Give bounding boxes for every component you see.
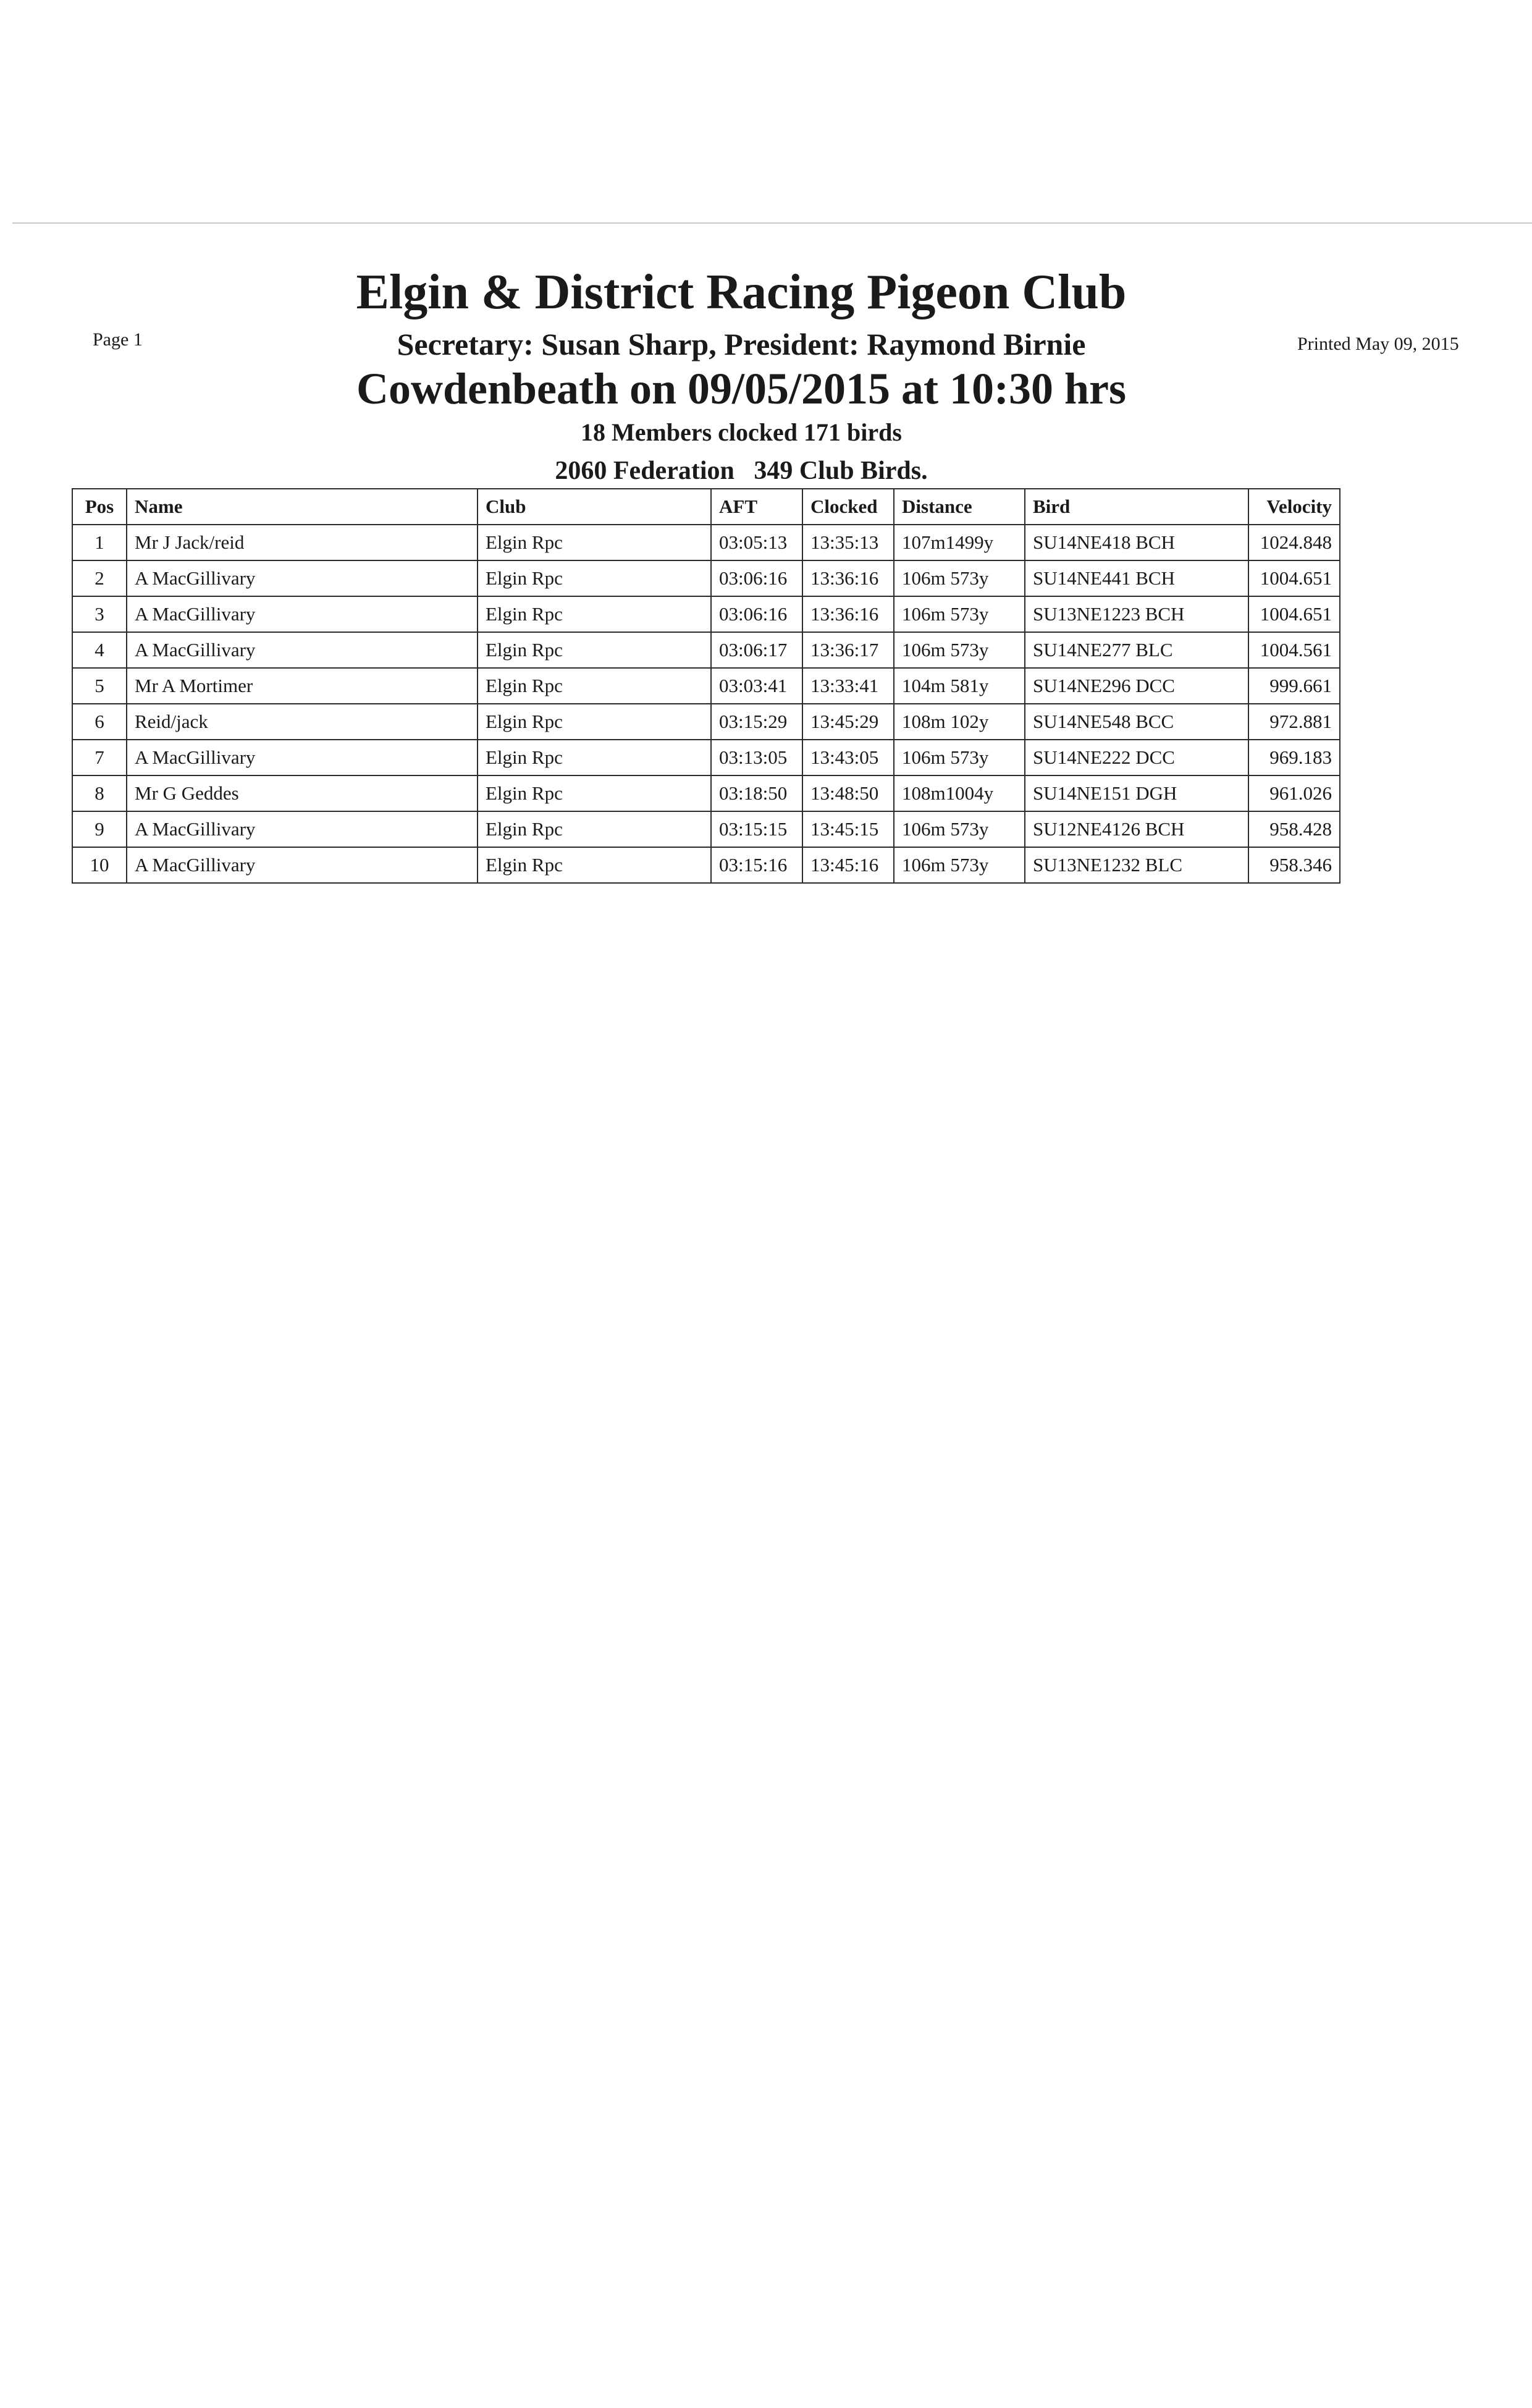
members-summary: 18 Members clocked 171 birds (581, 418, 902, 446)
cell-aft: 03:18:50 (711, 775, 802, 811)
cell-distance: 106m 573y (894, 740, 1025, 775)
cell-pos: 2 (72, 560, 127, 596)
cell-aft: 03:06:16 (711, 560, 802, 596)
cell-clocked: 13:45:16 (802, 847, 894, 883)
table-row (72, 560, 1340, 596)
col-header-pos: Pos (72, 489, 127, 525)
cell-name: A MacGillivary (127, 811, 478, 847)
cell-bird: SU13NE1223 BCH (1025, 596, 1248, 632)
cell-pos: 7 (72, 740, 127, 775)
cell-club: Elgin Rpc (478, 847, 711, 883)
cell-distance: 106m 573y (894, 847, 1025, 883)
scan-top-rule (12, 222, 1532, 224)
cell-club: Elgin Rpc (478, 632, 711, 668)
cell-name: A MacGillivary (127, 847, 478, 883)
club-title: Elgin & District Racing Pigeon Club (356, 265, 1127, 319)
cell-velocity: 969.183 (1248, 740, 1340, 775)
cell-bird: SU14NE277 BLC (1025, 632, 1248, 668)
table-row (72, 632, 1340, 668)
cell-name: Reid/jack (127, 704, 478, 740)
cell-velocity: 961.026 (1248, 775, 1340, 811)
table-header-row (72, 489, 1340, 525)
race-heading: Cowdenbeath on 09/05/2015 at 10:30 hrs (356, 364, 1127, 413)
cell-velocity: 1024.848 (1248, 525, 1340, 560)
cell-distance: 106m 573y (894, 596, 1025, 632)
table-row (72, 847, 1340, 883)
table-row (72, 525, 1340, 560)
cell-bird: SU14NE548 BCC (1025, 704, 1248, 740)
table-row (72, 668, 1340, 704)
cell-name: A MacGillivary (127, 740, 478, 775)
cell-pos: 4 (72, 632, 127, 668)
cell-clocked: 13:36:16 (802, 596, 894, 632)
col-header-aft: AFT (711, 489, 802, 525)
cell-aft: 03:03:41 (711, 668, 802, 704)
cell-bird: SU12NE4126 BCH (1025, 811, 1248, 847)
cell-club: Elgin Rpc (478, 704, 711, 740)
cell-velocity: 958.346 (1248, 847, 1340, 883)
col-header-bird: Bird (1025, 489, 1248, 525)
cell-velocity: 999.661 (1248, 668, 1340, 704)
col-header-clocked: Clocked (802, 489, 894, 525)
cell-club: Elgin Rpc (478, 668, 711, 704)
table-row (72, 740, 1340, 775)
cell-distance: 107m1499y (894, 525, 1025, 560)
cell-aft: 03:13:05 (711, 740, 802, 775)
cell-distance: 108m1004y (894, 775, 1025, 811)
results-table (72, 488, 1340, 884)
cell-velocity: 1004.651 (1248, 596, 1340, 632)
cell-clocked: 13:43:05 (802, 740, 894, 775)
page-number: Page 1 (93, 329, 143, 350)
cell-club: Elgin Rpc (478, 740, 711, 775)
cell-pos: 5 (72, 668, 127, 704)
cell-velocity: 1004.651 (1248, 560, 1340, 596)
cell-aft: 03:06:16 (711, 596, 802, 632)
results-body (72, 525, 1340, 883)
table-row (72, 775, 1340, 811)
cell-club: Elgin Rpc (478, 775, 711, 811)
birds-summary: 2060 Federation 349 Club Birds. (555, 457, 928, 485)
col-header-name: Name (127, 489, 478, 525)
cell-name: Mr A Mortimer (127, 668, 478, 704)
club-officers: Secretary: Susan Sharp, President: Raymond Birnie (397, 327, 1086, 361)
cell-aft: 03:15:15 (711, 811, 802, 847)
cell-distance: 104m 581y (894, 668, 1025, 704)
table-row (72, 596, 1340, 632)
table-row (72, 704, 1340, 740)
cell-aft: 03:06:17 (711, 632, 802, 668)
cell-pos: 6 (72, 704, 127, 740)
cell-name: Mr G Geddes (127, 775, 478, 811)
cell-distance: 108m 102y (894, 704, 1025, 740)
cell-bird: SU14NE222 DCC (1025, 740, 1248, 775)
cell-pos: 3 (72, 596, 127, 632)
cell-aft: 03:15:16 (711, 847, 802, 883)
cell-velocity: 972.881 (1248, 704, 1340, 740)
cell-aft: 03:15:29 (711, 704, 802, 740)
cell-distance: 106m 573y (894, 632, 1025, 668)
cell-bird: SU14NE151 DGH (1025, 775, 1248, 811)
cell-distance: 106m 573y (894, 560, 1025, 596)
cell-clocked: 13:45:29 (802, 704, 894, 740)
col-header-club: Club (478, 489, 711, 525)
col-header-distance: Distance (894, 489, 1025, 525)
cell-club: Elgin Rpc (478, 811, 711, 847)
cell-bird: SU14NE418 BCH (1025, 525, 1248, 560)
cell-name: Mr J Jack/reid (127, 525, 478, 560)
cell-clocked: 13:45:15 (802, 811, 894, 847)
cell-name: A MacGillivary (127, 596, 478, 632)
cell-bird: SU13NE1232 BLC (1025, 847, 1248, 883)
cell-clocked: 13:36:17 (802, 632, 894, 668)
cell-pos: 10 (72, 847, 127, 883)
cell-velocity: 1004.561 (1248, 632, 1340, 668)
cell-club: Elgin Rpc (478, 560, 711, 596)
table-row (72, 811, 1340, 847)
cell-name: A MacGillivary (127, 560, 478, 596)
cell-pos: 1 (72, 525, 127, 560)
cell-clocked: 13:36:16 (802, 560, 894, 596)
col-header-velocity: Velocity (1248, 489, 1340, 525)
cell-clocked: 13:48:50 (802, 775, 894, 811)
cell-club: Elgin Rpc (478, 596, 711, 632)
printed-date: Printed May 09, 2015 (1297, 334, 1459, 354)
cell-distance: 106m 573y (894, 811, 1025, 847)
cell-clocked: 13:35:13 (802, 525, 894, 560)
cell-aft: 03:05:13 (711, 525, 802, 560)
cell-clocked: 13:33:41 (802, 668, 894, 704)
cell-name: A MacGillivary (127, 632, 478, 668)
cell-club: Elgin Rpc (478, 525, 711, 560)
cell-pos: 8 (72, 775, 127, 811)
cell-pos: 9 (72, 811, 127, 847)
cell-velocity: 958.428 (1248, 811, 1340, 847)
cell-bird: SU14NE296 DCC (1025, 668, 1248, 704)
cell-bird: SU14NE441 BCH (1025, 560, 1248, 596)
